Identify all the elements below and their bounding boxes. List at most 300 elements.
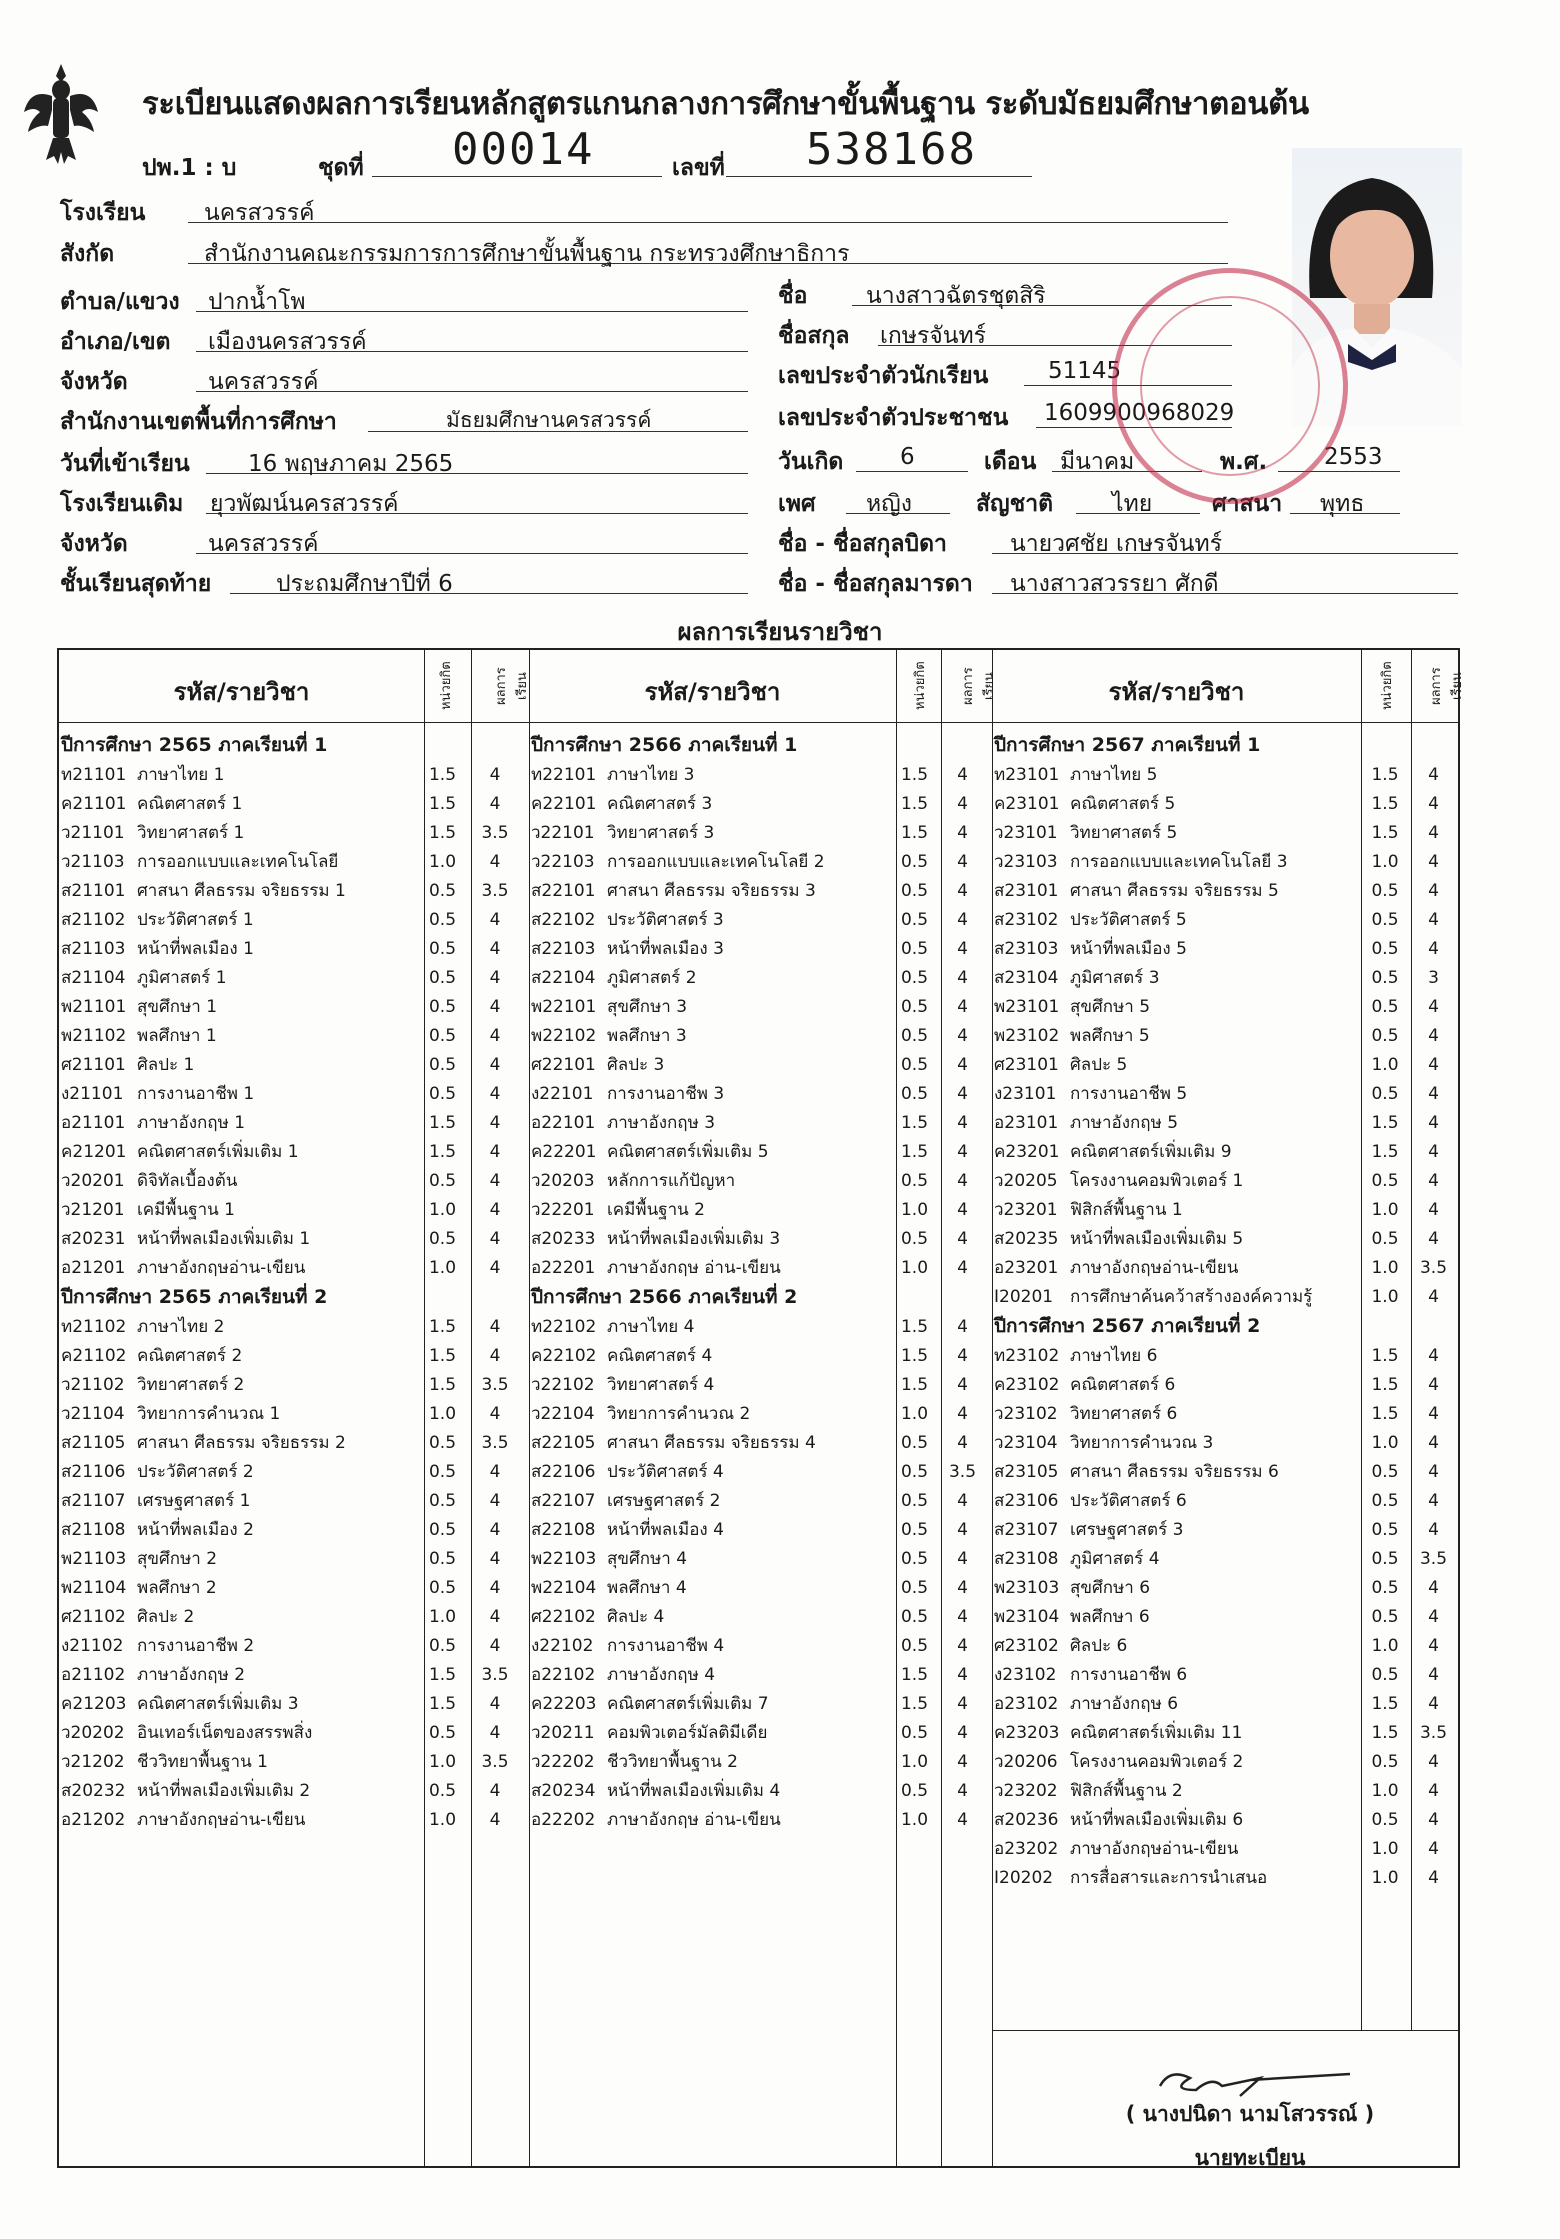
table-row — [994, 1341, 1458, 1370]
district-value: เมืองนครสวรรค์ — [208, 329, 367, 355]
subject-name: การสื่อสารและการนำเสนอ — [1070, 1868, 1268, 1888]
table-row — [994, 1747, 1458, 1776]
subject-code: พ21103 — [61, 1549, 127, 1569]
subject-code: อ22102 — [531, 1665, 596, 1685]
area-value: มัธยมศึกษานครสวรรค์ — [446, 408, 652, 432]
table-row — [994, 1544, 1458, 1573]
credit-value: 1.5 — [428, 822, 457, 843]
table-row — [994, 1137, 1458, 1166]
col2-grade-header: ผลการเรียน — [961, 667, 997, 705]
table-row — [994, 876, 1458, 905]
col1-grade-header: ผลการเรียน — [494, 667, 530, 705]
subject-name: คณิตศาสตร์เพิ่มเติม 11 — [1070, 1723, 1243, 1743]
subject-name: ภาษาไทย 6 — [1070, 1346, 1158, 1366]
grade-value: 4 — [957, 1374, 968, 1395]
credit-value: 1.5 — [900, 764, 929, 785]
credit-value: 0.5 — [900, 1083, 929, 1104]
subject-name: ภาษาอังกฤษ 5 — [1070, 1113, 1179, 1133]
credit-value: 1.5 — [428, 793, 457, 814]
table-row — [994, 934, 1458, 963]
grade-value: 4 — [489, 1112, 501, 1133]
citizen-id-value: 1609900968029 — [1044, 400, 1235, 426]
table-row — [994, 1282, 1458, 1311]
credit-value: 0.5 — [900, 1722, 929, 1743]
subject-name: คณิตศาสตร์เพิ่มเติม 9 — [1070, 1142, 1232, 1162]
table-row — [994, 1689, 1458, 1718]
school-seal-inner-icon — [1140, 296, 1320, 476]
grade-value: 4 — [1428, 822, 1439, 843]
grade-value: 4 — [957, 1112, 968, 1133]
subject-code: ค22203 — [531, 1694, 597, 1714]
subject-code: ส21107 — [61, 1491, 126, 1511]
subject-code: อ21102 — [61, 1665, 126, 1685]
table-row — [531, 1747, 992, 1776]
credit-value: 1.5 — [428, 1374, 457, 1395]
credit-value: 0.5 — [428, 1083, 457, 1104]
table-row — [61, 1108, 531, 1137]
religion-value: พุทธ — [1320, 491, 1365, 517]
subject-name: วิทยาการคำนวณ 2 — [607, 1404, 751, 1424]
subject-code: ว23104 — [994, 1433, 1058, 1453]
grade-value: 4 — [489, 1635, 501, 1656]
subject-code: ส22106 — [531, 1462, 596, 1482]
credit-value: 0.5 — [428, 1054, 457, 1075]
col3-subject-header: รหัส/รายวิชา — [1108, 678, 1245, 706]
credit-value: 0.5 — [1371, 1577, 1399, 1598]
table-row — [531, 1718, 992, 1747]
table-row — [994, 1021, 1458, 1050]
subject-code: ว23201 — [994, 1200, 1058, 1220]
table-row — [531, 1224, 992, 1253]
subject-code: ว20203 — [531, 1171, 595, 1191]
subject-code: อ21101 — [61, 1113, 126, 1133]
subject-code: ค21102 — [61, 1346, 127, 1366]
subject-code: ส23101 — [994, 881, 1059, 901]
subject-name: คณิตศาสตร์ 1 — [137, 794, 243, 814]
grade-value: 4 — [957, 1083, 968, 1104]
subject-name: ศิลปะ 4 — [607, 1607, 665, 1627]
credit-value: 1.5 — [1371, 1141, 1399, 1162]
subject-code: ค22102 — [531, 1346, 597, 1366]
subject-name: พลศึกษา 6 — [1070, 1607, 1150, 1627]
grade-value: 4 — [957, 793, 968, 814]
subject-name: ภาษาไทย 2 — [137, 1317, 225, 1337]
table-row — [61, 1776, 531, 1805]
credit-value: 0.5 — [1371, 1461, 1399, 1482]
subject-code: ส23103 — [994, 939, 1059, 959]
subject-code: ส21108 — [61, 1520, 126, 1540]
credit-value: 1.0 — [1371, 1432, 1399, 1453]
table-row — [531, 1602, 992, 1631]
subject-code: พ22102 — [531, 1026, 597, 1046]
table-row — [61, 1573, 531, 1602]
subject-code: ส23105 — [994, 1462, 1059, 1482]
subject-code: ส23104 — [994, 968, 1059, 988]
subject-name: เศรษฐศาสตร์ 3 — [1070, 1520, 1184, 1540]
doc-number: 538168 — [806, 124, 977, 175]
table-row — [531, 1515, 992, 1544]
grade-value: 4 — [489, 1199, 501, 1220]
grade-value: 4 — [1428, 1461, 1439, 1482]
subject-code: ว23202 — [994, 1781, 1058, 1801]
subject-code: ส22107 — [531, 1491, 596, 1511]
table-row — [994, 1457, 1458, 1486]
subject-code: ง21102 — [61, 1636, 124, 1656]
birth-month-value: มีนาคม — [1060, 449, 1135, 475]
credit-value: 0.5 — [1371, 1809, 1399, 1830]
grade-value: 4 — [957, 996, 968, 1017]
table-row — [61, 1718, 531, 1747]
credit-value: 1.5 — [428, 1693, 457, 1714]
subject-name: การงานอาชีพ 4 — [607, 1636, 725, 1656]
grade-value: 4 — [1428, 996, 1439, 1017]
sex-value: หญิง — [866, 491, 912, 517]
subject-name: วิทยาศาสตร์ 3 — [607, 823, 715, 843]
credit-value: 0.5 — [1371, 1228, 1399, 1249]
subject-name: ประวัติศาสตร์ 2 — [137, 1462, 254, 1482]
subject-code: อ21202 — [61, 1810, 126, 1830]
credit-value: 0.5 — [1371, 1490, 1399, 1511]
grade-value: 4 — [957, 1664, 968, 1685]
subject-name: ศิลปะ 1 — [137, 1055, 195, 1075]
subject-name: การงานอาชีพ 6 — [1070, 1665, 1188, 1685]
subject-name: ศาสนา ศีลธรรม จริยธรรม 1 — [137, 881, 346, 901]
subject-name: การออกแบบและเทคโนโลยี — [137, 852, 339, 872]
credit-value: 1.0 — [428, 1606, 457, 1627]
subject-code: อ22201 — [531, 1258, 596, 1278]
grade-value: 4 — [489, 764, 501, 785]
subject-code: ส20233 — [531, 1229, 596, 1249]
grades-table — [57, 648, 1465, 2168]
table-row — [531, 847, 992, 876]
school-label: โรงเรียน — [60, 200, 146, 226]
subject-name: ภาษาไทย 1 — [137, 765, 225, 785]
doc-label: เลขที่ — [672, 155, 725, 181]
subject-code: ส20232 — [61, 1781, 126, 1801]
subject-code: ส21104 — [61, 968, 126, 988]
credit-value: 0.5 — [1371, 1606, 1399, 1627]
subject-name: การงานอาชีพ 2 — [137, 1636, 255, 1656]
subject-name: เคมีพื้นฐาน 2 — [607, 1200, 705, 1220]
subject-code: พ21102 — [61, 1026, 127, 1046]
table-row — [994, 1224, 1458, 1253]
grade-value: 4 — [957, 1054, 968, 1075]
subject-name: พลศึกษา 1 — [137, 1026, 217, 1046]
subject-name: หน้าที่พลเมือง 1 — [137, 939, 254, 959]
table-row — [994, 992, 1458, 1021]
grade-value: 4 — [1428, 1780, 1439, 1801]
subject-name: หน้าที่พลเมือง 2 — [137, 1520, 254, 1540]
subject-name: หน้าที่พลเมืองเพิ่มเติม 6 — [1070, 1810, 1244, 1830]
subject-code: ว21104 — [61, 1404, 125, 1424]
prev-school-label: โรงเรียนเดิม — [60, 491, 184, 517]
subject-code: ค23203 — [994, 1723, 1060, 1743]
grade-value: 4 — [1428, 1403, 1439, 1424]
credit-value: 1.0 — [1371, 1286, 1399, 1307]
table-row — [531, 1253, 992, 1282]
credit-value: 1.5 — [428, 1141, 457, 1162]
subject-code: ว22104 — [531, 1404, 595, 1424]
table-row — [531, 992, 992, 1021]
subject-name: ประวัติศาสตร์ 6 — [1070, 1491, 1187, 1511]
grade-value: 4 — [489, 1141, 501, 1162]
table-row — [531, 1108, 992, 1137]
name-value: นางสาวฉัตรชุตสิริ — [866, 283, 1046, 309]
subject-code: ว22202 — [531, 1752, 595, 1772]
prev-province-label: จังหวัด — [60, 531, 128, 557]
credit-value: 0.5 — [900, 1490, 929, 1511]
subject-name: คอมพิวเตอร์มัลติมีเดีย — [607, 1723, 768, 1743]
credit-value: 1.0 — [1371, 1635, 1399, 1656]
grade-value: 4 — [957, 764, 968, 785]
subject-code: ง22101 — [531, 1084, 594, 1104]
grade-value: 4 — [1428, 1374, 1439, 1395]
subject-name: ภาษาไทย 4 — [607, 1317, 695, 1337]
credit-value: 1.5 — [1371, 1693, 1399, 1714]
table-row — [61, 1428, 531, 1457]
table-row — [61, 1195, 531, 1224]
table-row — [531, 1776, 992, 1805]
subject-code: I20202 — [994, 1867, 1054, 1888]
table-row — [61, 1660, 531, 1689]
subject-code: อ21201 — [61, 1258, 126, 1278]
col1-credit-header: หน่วยกิต — [439, 661, 454, 711]
table-row — [994, 1834, 1458, 1863]
credit-value: 0.5 — [900, 1606, 929, 1627]
table-row — [994, 1805, 1458, 1834]
grade-value: 4 — [957, 1025, 968, 1046]
grade-value: 4 — [1428, 1286, 1439, 1307]
subject-name: หลักการแก้ปัญหา — [607, 1171, 736, 1191]
credit-value: 0.5 — [900, 938, 929, 959]
table-row — [531, 1137, 992, 1166]
grade-value: 4 — [489, 1025, 501, 1046]
grade-value: 3.5 — [1419, 1257, 1448, 1278]
credit-value: 0.5 — [900, 1025, 929, 1046]
subject-name: เคมีพื้นฐาน 1 — [137, 1200, 235, 1220]
subdistrict-value: ปากน้ำโพ — [208, 289, 306, 315]
grade-value: 4 — [957, 1228, 968, 1249]
credit-value: 0.5 — [900, 1780, 929, 1801]
table-row — [61, 934, 531, 963]
subject-name: อินเทอร์เน็ตของสรรพสิ่ง — [137, 1723, 313, 1743]
subject-name: ศาสนา ศีลธรรม จริยธรรม 3 — [607, 881, 816, 901]
grade-value: 4 — [957, 1548, 968, 1569]
grade-value: 3.5 — [481, 1664, 509, 1685]
table-row — [531, 934, 992, 963]
credit-value: 1.0 — [1371, 851, 1399, 872]
credit-value: 0.5 — [428, 1228, 457, 1249]
table-row — [61, 963, 531, 992]
col2-subject-header: รหัส/รายวิชา — [644, 678, 781, 706]
credit-value: 1.0 — [428, 851, 457, 872]
subject-name: สุขศึกษา 4 — [607, 1549, 688, 1569]
credit-value: 1.5 — [900, 1693, 929, 1714]
subject-name: ภาษาอังกฤษ 6 — [1070, 1694, 1179, 1714]
subject-code: ว23102 — [994, 1404, 1058, 1424]
grade-value: 4 — [957, 822, 968, 843]
citizen-id-label: เลขประจำตัวประชาชน — [778, 405, 1009, 431]
subject-code: ท23101 — [994, 765, 1060, 785]
credit-value: 1.0 — [1371, 1257, 1399, 1278]
table-row — [61, 1689, 531, 1718]
grade-value: 4 — [1428, 909, 1439, 930]
table-row — [61, 1079, 531, 1108]
subject-name: ศิลปะ 2 — [137, 1607, 195, 1627]
subject-name: หน้าที่พลเมืองเพิ่มเติม 2 — [137, 1781, 311, 1801]
subject-code: ว21201 — [61, 1200, 125, 1220]
credit-value: 1.0 — [900, 1257, 929, 1278]
subject-code: ส21106 — [61, 1462, 126, 1482]
subject-code: ส22101 — [531, 881, 596, 901]
subject-code: ส21105 — [61, 1433, 126, 1453]
table-row — [531, 1544, 992, 1573]
table-row — [531, 1428, 992, 1457]
semester-title: ปีการศึกษา 2565 ภาคเรียนที่ 2 — [61, 1286, 328, 1308]
subject-name: ชีววิทยาพื้นฐาน 1 — [137, 1752, 268, 1772]
credit-value: 0.5 — [900, 880, 929, 901]
table-row — [531, 1079, 992, 1108]
subject-name: สุขศึกษา 3 — [607, 997, 688, 1017]
credit-value: 0.5 — [428, 996, 457, 1017]
table-row — [531, 1050, 992, 1079]
subject-code: ว21202 — [61, 1752, 125, 1772]
subject-code: ว22101 — [531, 823, 595, 843]
form-code: ปพ.1 : บ — [142, 155, 237, 181]
subject-code: ส22108 — [531, 1520, 596, 1540]
grade-value: 4 — [957, 1519, 968, 1540]
birth-year-value: 2553 — [1324, 444, 1383, 470]
credit-value: 0.5 — [428, 1780, 457, 1801]
subject-name: วิทยาศาสตร์ 6 — [1070, 1404, 1178, 1424]
grade-value: 3.5 — [1419, 1548, 1448, 1569]
table-row — [994, 1573, 1458, 1602]
enter-label: วันที่เข้าเรียน — [60, 451, 190, 477]
grade-value: 4 — [1428, 938, 1439, 959]
affil-label: สังกัด — [60, 241, 115, 267]
table-row — [61, 905, 531, 934]
registrar-role: นายทะเบียน — [1194, 2146, 1306, 2170]
subject-code: พ22103 — [531, 1549, 597, 1569]
subject-name: คณิตศาสตร์เพิ่มเติม 1 — [137, 1142, 299, 1162]
subject-name: หน้าที่พลเมืองเพิ่มเติม 1 — [137, 1229, 311, 1249]
grade-value: 4 — [957, 1722, 968, 1743]
credit-value: 1.5 — [900, 1316, 929, 1337]
subject-code: ท23102 — [994, 1346, 1060, 1366]
grade-value: 4 — [1428, 1170, 1439, 1191]
table-row — [994, 1631, 1458, 1660]
subject-name: หน้าที่พลเมืองเพิ่มเติม 4 — [607, 1781, 781, 1801]
table-row — [994, 963, 1458, 992]
subject-name: ภาษาอังกฤษ 2 — [137, 1665, 246, 1685]
credit-value: 0.5 — [900, 1548, 929, 1569]
subject-code: ว22102 — [531, 1375, 595, 1395]
table-row — [531, 1341, 992, 1370]
credit-value: 1.0 — [900, 1751, 929, 1772]
grade-value: 4 — [957, 880, 968, 901]
credit-value: 0.5 — [1371, 880, 1399, 901]
semester-title: ปีการศึกษา 2565 ภาคเรียนที่ 1 — [61, 734, 328, 756]
subject-code: I20201 — [994, 1286, 1054, 1307]
subject-code: พ22101 — [531, 997, 597, 1017]
subject-name: ศาสนา ศีลธรรม จริยธรรม 2 — [137, 1433, 346, 1453]
subject-code: ง22102 — [531, 1636, 594, 1656]
credit-value: 0.5 — [428, 1519, 457, 1540]
grade-value: 4 — [957, 1809, 968, 1830]
student-id-label: เลขประจำตัวนักเรียน — [778, 363, 989, 389]
subject-code: อ23101 — [994, 1113, 1059, 1133]
subject-name: ศิลปะ 5 — [1070, 1055, 1128, 1075]
grade-value: 4 — [1428, 1635, 1439, 1656]
grade-value: 4 — [1428, 764, 1439, 785]
grade-value: 4 — [1428, 793, 1439, 814]
subject-code: พ21104 — [61, 1578, 127, 1598]
subject-code: ง23102 — [994, 1665, 1057, 1685]
credit-value: 0.5 — [428, 1490, 457, 1511]
credit-value: 0.5 — [1371, 1664, 1399, 1685]
credit-value: 1.5 — [428, 1316, 457, 1337]
subject-name: คณิตศาสตร์ 4 — [607, 1346, 713, 1366]
subject-code: ว20211 — [531, 1723, 595, 1743]
table-row — [994, 1602, 1458, 1631]
subject-code: ว21103 — [61, 852, 125, 872]
prev-school-value: ยุวพัฒน์นครสวรรค์ — [210, 491, 399, 517]
credit-value: 1.0 — [428, 1403, 457, 1424]
credit-value: 0.5 — [428, 1461, 457, 1482]
subject-name: ฟิสิกส์พื้นฐาน 2 — [1070, 1781, 1183, 1801]
subject-name: การงานอาชีพ 3 — [607, 1084, 725, 1104]
subject-name: ประวัติศาสตร์ 4 — [607, 1462, 724, 1482]
table-row — [994, 847, 1458, 876]
table-row — [61, 1631, 531, 1660]
grade-value: 4 — [489, 909, 501, 930]
col3-grade-header: ผลการเรียน — [1429, 667, 1465, 705]
grade-value: 4 — [957, 909, 968, 930]
district-label: อำเภอ/เขต — [60, 329, 171, 355]
subject-name: ศาสนา ศีลธรรม จริยธรรม 4 — [607, 1433, 816, 1453]
table-row — [994, 1428, 1458, 1457]
subject-name: การศึกษาค้นคว้าสร้างองค์ความรู้ — [1070, 1287, 1313, 1307]
table-row — [531, 1166, 992, 1195]
table-row — [61, 1050, 531, 1079]
subject-code: ท21101 — [61, 765, 127, 785]
name-label: ชื่อ — [778, 283, 808, 309]
grade-value: 4 — [1428, 1432, 1439, 1453]
subject-name: ศิลปะ 6 — [1070, 1636, 1128, 1656]
table-row — [531, 1486, 992, 1515]
table-row — [994, 1195, 1458, 1224]
subject-code: ท22101 — [531, 765, 597, 785]
grade-value: 4 — [1428, 1141, 1439, 1162]
subject-name: เศรษฐศาสตร์ 2 — [607, 1491, 721, 1511]
credit-value: 0.5 — [900, 996, 929, 1017]
affil-value: สำนักงานคณะกรรมการการศึกษาขั้นพื้นฐาน กระทรวงศึกษาธิการ — [204, 241, 850, 267]
grade-value: 4 — [1428, 1112, 1439, 1133]
credit-value: 1.0 — [1371, 1054, 1399, 1075]
column-2 — [531, 730, 992, 1834]
table-row — [61, 847, 531, 876]
grade-value: 3.5 — [1419, 1722, 1448, 1743]
credit-value: 0.5 — [900, 1170, 929, 1191]
credit-value: 0.5 — [900, 1461, 929, 1482]
subject-name: คณิตศาสตร์เพิ่มเติม 3 — [137, 1694, 299, 1714]
subject-name: ภาษาอังกฤษ 1 — [137, 1113, 246, 1133]
grade-value: 4 — [957, 967, 968, 988]
table-row — [994, 1370, 1458, 1399]
subject-code: ส20235 — [994, 1229, 1059, 1249]
table-row — [994, 1515, 1458, 1544]
registrar-name: ( นางปนิดา นามโสวรรณ์ ) — [1125, 2102, 1375, 2126]
